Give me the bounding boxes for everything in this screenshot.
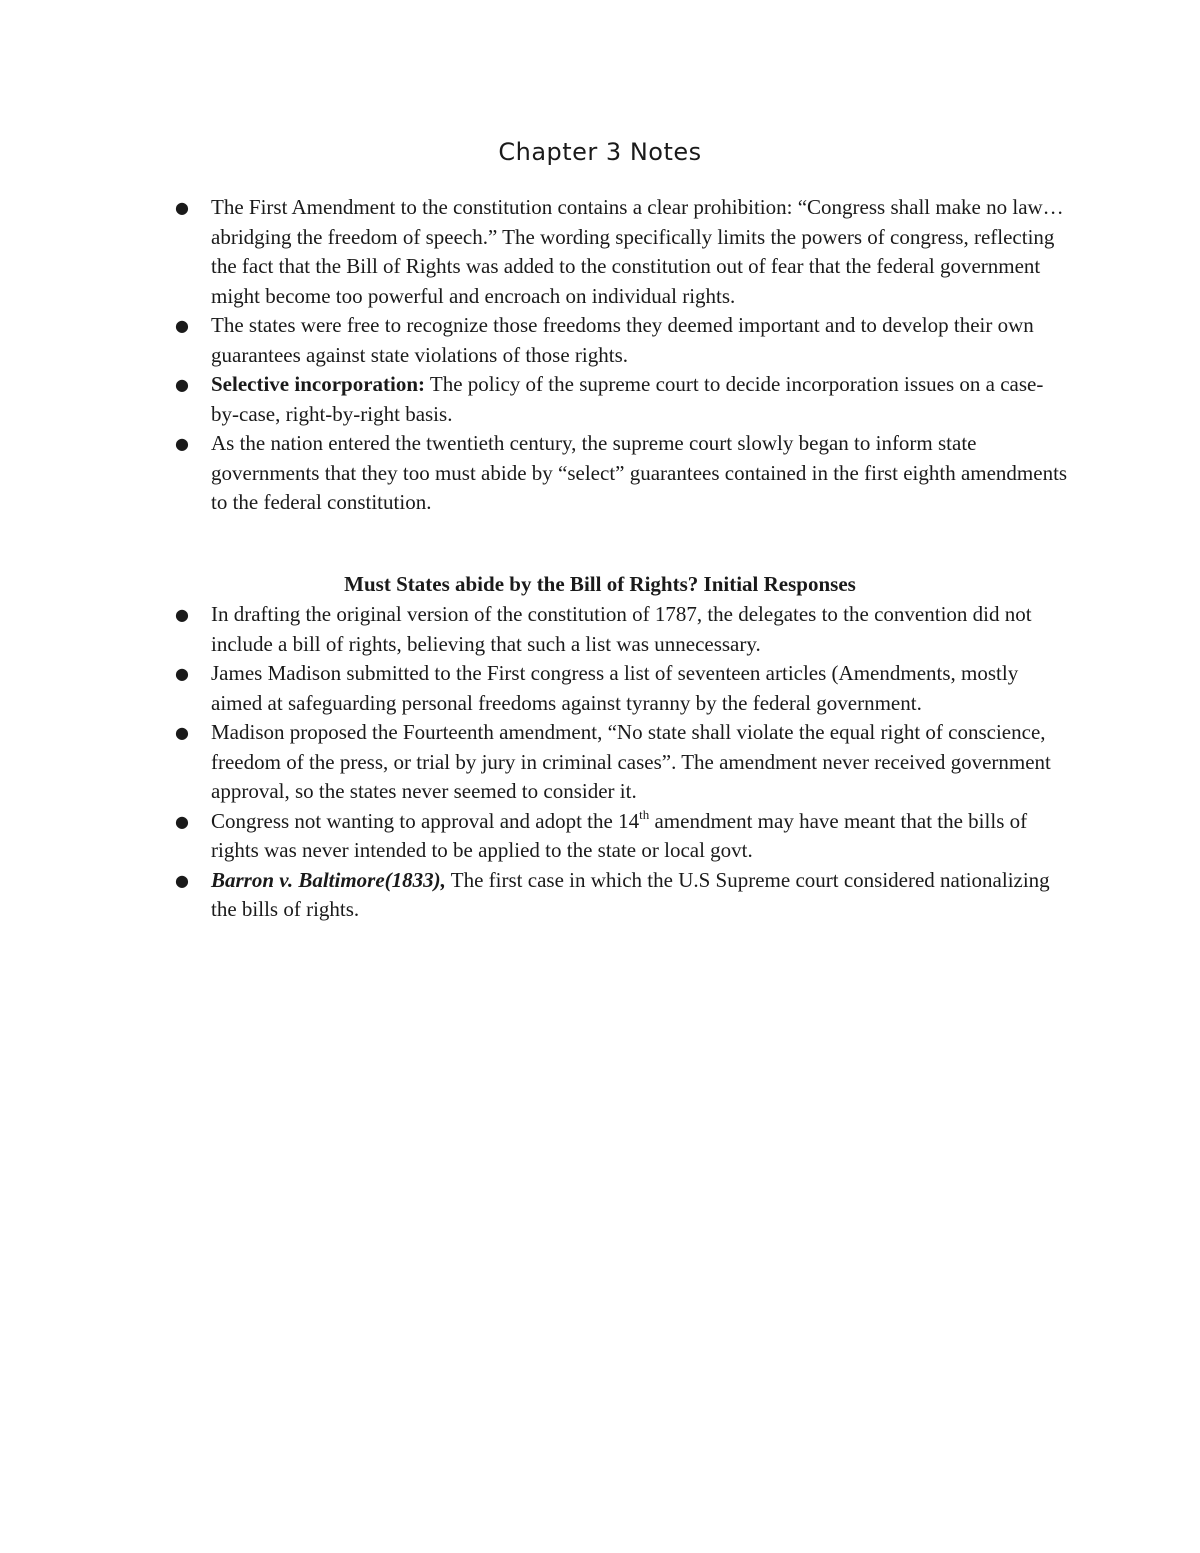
term-selective-incorporation: Selective incorporation: — [211, 372, 426, 396]
bullet-icon: ● — [175, 811, 189, 831]
bullet-icon: ● — [175, 664, 189, 683]
list-item-text — [211, 372, 1043, 426]
list-item-text: James Madison submitted to the First congress a list of seventeen articles (Amendments, mostly aimed at safeguarding personal freedoms against tyranny by the federal government. — [211, 661, 1019, 715]
bullet-icon: ● — [175, 198, 189, 217]
list-item — [170, 193, 1070, 311]
term-definition: The policy of the supreme court to decide incorporation issues on a case-by-case, right-by-right basis. — [211, 372, 1044, 426]
list-item-text: The states were free to recognize those freedoms they deemed important and to develop their own guarantees against state violations of those rights. — [211, 313, 1034, 367]
text-before-superscript: Congress not wanting to approval and adopt the 14 — [211, 808, 640, 833]
list-item — [170, 370, 1070, 429]
list-item-text: In drafting the original version of the constitution of 1787, the delegates to the convention did not include a bill of rights, believing that such a list was unnecessary. — [211, 602, 1032, 656]
case-description: The first case in which the U.S Supreme court considered nationalizing the bills of rights. — [211, 867, 1050, 921]
list-item — [170, 718, 1070, 807]
list-item-text: Madison proposed the Fourteenth amendment, “No state shall violate the equal right of conscience, freedom of the press, or trial by jury in criminal cases”. The amendment never received government approval, so the states never seemed to consider it. — [211, 720, 1051, 803]
case-name: Barron v. Baltimore(1833), — [211, 867, 446, 892]
list-item — [170, 429, 1070, 518]
bullet-icon: ● — [175, 870, 189, 890]
list-item-text: As the nation entered the twentieth century, the supreme court slowly began to inform state governments that they too must abide by “select” guarantees contained in the first eighth amendments to the federal constitution. — [211, 431, 1068, 514]
list-item — [170, 659, 1070, 718]
bullet-icon: ● — [175, 434, 189, 453]
page-title: Chapter 3 Notes — [498, 138, 702, 166]
list-item — [170, 807, 1070, 866]
ordinal-superscript: th — [639, 806, 650, 822]
list-item-text — [211, 806, 1028, 863]
notes-list-initial-responses — [170, 600, 1070, 925]
bullet-icon: ● — [175, 316, 189, 335]
bullet-icon: ● — [175, 723, 189, 742]
bullet-icon: ● — [175, 605, 189, 624]
notes-list-intro — [170, 193, 1070, 518]
list-item — [170, 866, 1070, 925]
bullet-icon: ● — [175, 375, 189, 394]
text-after-superscript: amendment may have meant that the bills of rights was never intended to be applied to the state or local govt. — [211, 808, 1028, 862]
list-item — [170, 311, 1070, 370]
list-item-text: The First Amendment to the constitution contains a clear prohibition: “Congress shall make no law… abridging the freedom of speech.” The wording specifically limits the powers of congress, reflecting the fact that the Bill of Rights was added to the constitution out of fear that the federal government might become too powerful and encroach on individual rights. — [211, 195, 1064, 308]
list-item — [170, 600, 1070, 659]
section-heading: Must States abide by the Bill of Rights? Initial Responses — [344, 572, 856, 596]
list-item-text — [211, 868, 1050, 922]
